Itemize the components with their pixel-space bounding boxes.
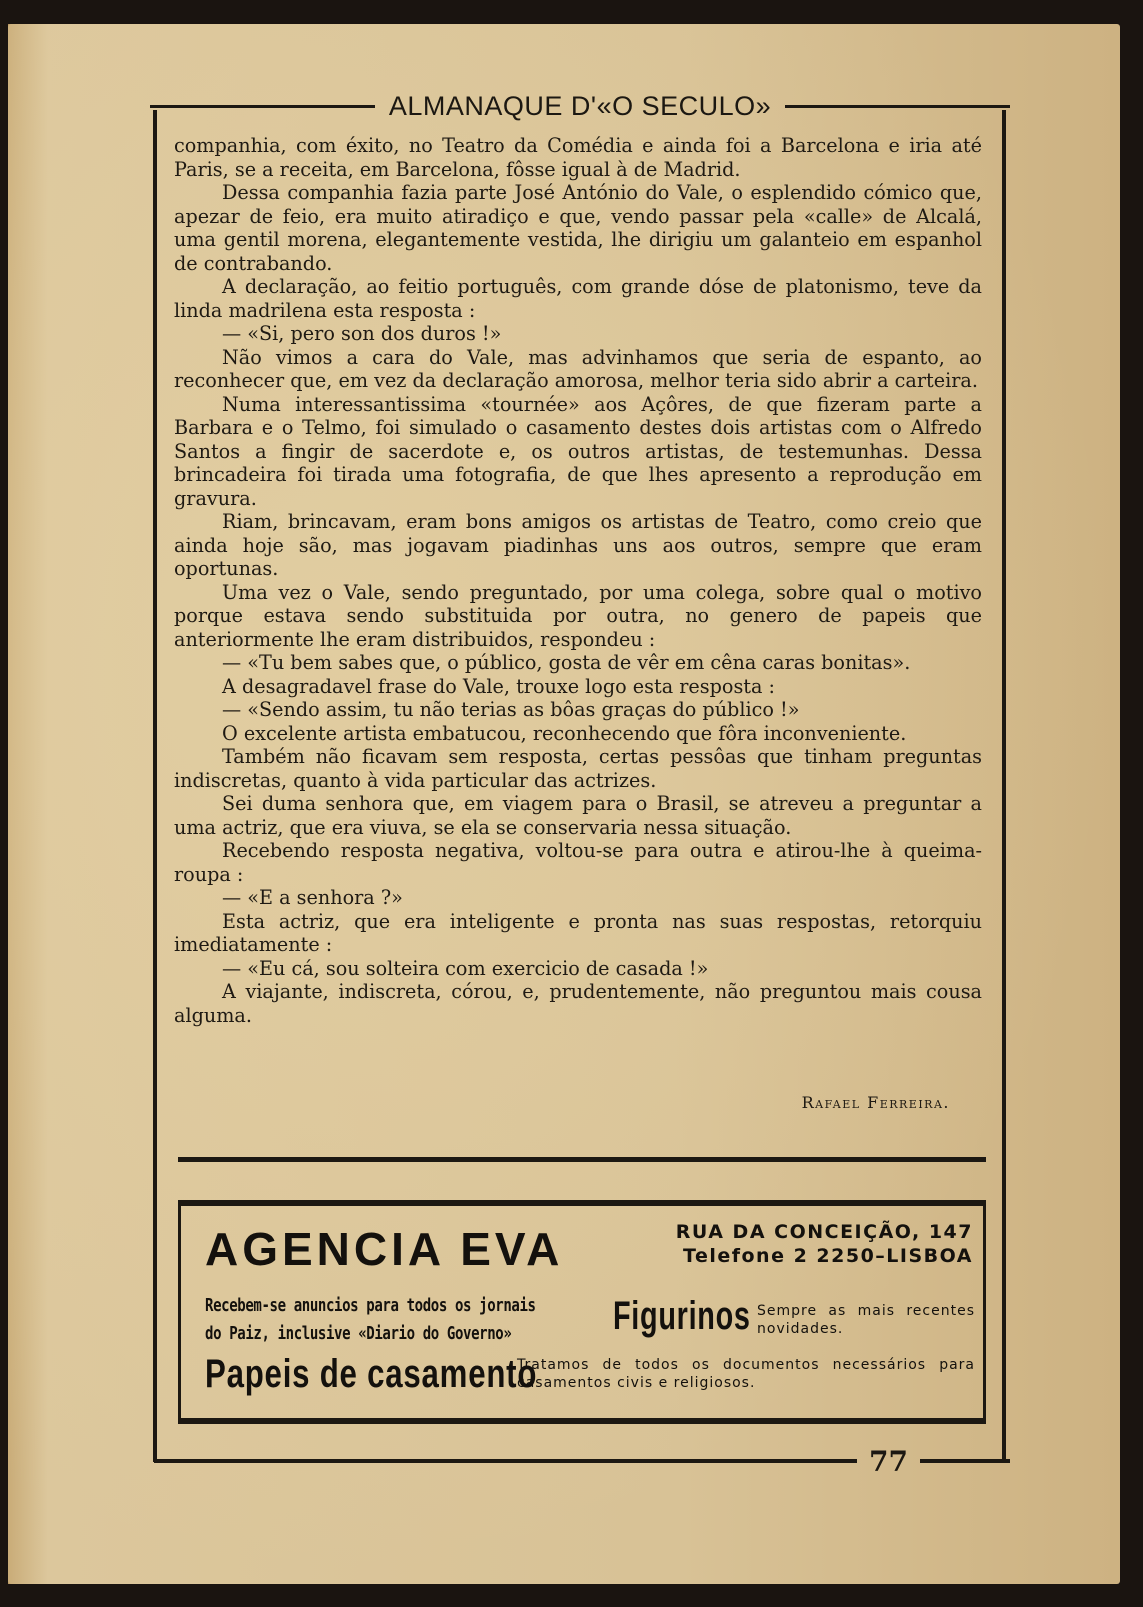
footer-rule-left: [154, 1459, 857, 1463]
paragraph: A declaração, ao feitio português, com grande dóse de platonismo, teve da linda madrilena esta resposta :: [174, 275, 982, 322]
page-number: 77: [869, 1444, 908, 1478]
paragraph: — «Tu bem sabes que, o público, gosta de vêr em cêna caras bonitas».: [222, 651, 911, 674]
header-title: ALMANAQUE D'«O SECULO»: [388, 90, 772, 121]
ad-address: [643, 1220, 973, 1268]
paragraph: companhia, com éxito, no Teatro da Comédia e ainda foi a Barcelona e iria até Paris, se a receita, em Barcelona, fôsse igual à de Madrid.: [174, 134, 982, 181]
ad-title: AGENCIA EVA: [205, 1223, 564, 1275]
header-rule-right: [785, 105, 1010, 108]
running-header: [150, 86, 1010, 126]
paragraph: O excelente artista embatucou, reconhecendo que fôra inconveniente.: [222, 721, 907, 745]
paragraph: Recebendo resposta negativa, voltou-se para outra e atirou-lhe à queima-roupa :: [174, 839, 982, 886]
ad-address-street: RUA DA CONCEIÇÃO, 147: [675, 1221, 973, 1243]
page-footer: [154, 1446, 1010, 1476]
paragraph: Não vimos a cara do Vale, mas advinhamos que seria de espanto, ao reconhecer que, em vez da declaração amorosa, melhor teria sido abrir a carteira.: [174, 345, 982, 392]
article-body: [174, 134, 982, 1027]
paragraph: A viajante, indiscreta, córou, e, prudentemente, não preguntou mais cousa alguma.: [174, 980, 982, 1027]
ad-newspaper-line: Recebem-se anuncios para todos os jornais: [205, 1295, 536, 1316]
ad-figurinos-heading: Figurinos: [613, 1294, 751, 1338]
paragraph: Numa interessantissima «tournée» aos Açôres, de que fizeram parte a Barbara e o Telmo, foi simulado o casamento destes dois artistas com o Alfredo Santos a fingir de sacerdote e, os outros artistas, de testemunhas. Dessa brincadeira foi tirada uma fotografia, de que lhes apresento a reprodução em gravura.: [174, 392, 982, 510]
ad-newspaper-notice: [205, 1292, 536, 1348]
paragraph: Dessa companhia fazia parte José António do Vale, o esplendido cómico que, apezar de feio, era muito atiradiço e que, vendo passar pela «calle» de Alcalá, uma gentil morena, elegantemente vestida, lhe dirigiu um galanteio em espanhol de contrabando.: [174, 181, 982, 275]
paragraph: Esta actriz, que era inteligente e pronta nas suas respostas, retorquiu imediatamente :: [174, 909, 982, 956]
ad-papeis-description: Tratamos de todos os documentos necessários para casamentos civis e religiosos.: [517, 1357, 975, 1391]
frame-rule-left: [153, 110, 157, 1462]
paragraph: Riam, brincavam, eram bons amigos os artistas de Teatro, como creio que ainda hoje são, mas jogavam piadinhas uns aos outros, sempre que eram oportunas.: [174, 510, 982, 580]
advertisement-box: [178, 1200, 986, 1424]
paragraph: — «E a senhora ?»: [222, 886, 403, 909]
paragraph: Sei duma senhora que, em viagem para o Brasil, se atreveu a preguntar a uma actriz, que era viuva, se ela se conservaria nessa situação.: [174, 792, 982, 839]
section-separator: [178, 1157, 986, 1162]
paragraph: A desagradavel frase do Vale, trouxe logo esta resposta :: [222, 674, 776, 698]
paragraph: Também não ficavam sem resposta, certas pessôas que tinham preguntas indiscretas, quanto à vida particular das actrizes.: [174, 745, 982, 792]
ad-papeis-heading: Papeis de casamento: [205, 1352, 538, 1396]
paragraph: Uma vez o Vale, sendo preguntado, por uma colega, sobre qual o motivo porque estava sendo substituida por outra, no genero de papeis que anteriormente lhe eram distribuidos, respondeu :: [174, 580, 982, 651]
frame-rule-right: [1002, 110, 1006, 1460]
author-signature: Rafael Ferreira.: [801, 1093, 950, 1112]
footer-rule-right: [920, 1459, 1010, 1463]
paragraph: — «Sendo assim, tu não terias as bôas graças do público !»: [222, 698, 800, 721]
ad-figurinos-description: Sempre as mais recentes novidades.: [757, 1303, 975, 1337]
ad-newspaper-line: do Paiz, inclusive «Diario do Governo»: [205, 1323, 512, 1344]
ad-address-phone: Telefone 2 2250–LISBOA: [683, 1245, 973, 1267]
paragraph: — «Eu cá, sou solteira com exercicio de casada !»: [222, 956, 709, 980]
header-rule-left: [150, 105, 375, 108]
paragraph: — «Si, pero son dos duros !»: [222, 322, 502, 345]
